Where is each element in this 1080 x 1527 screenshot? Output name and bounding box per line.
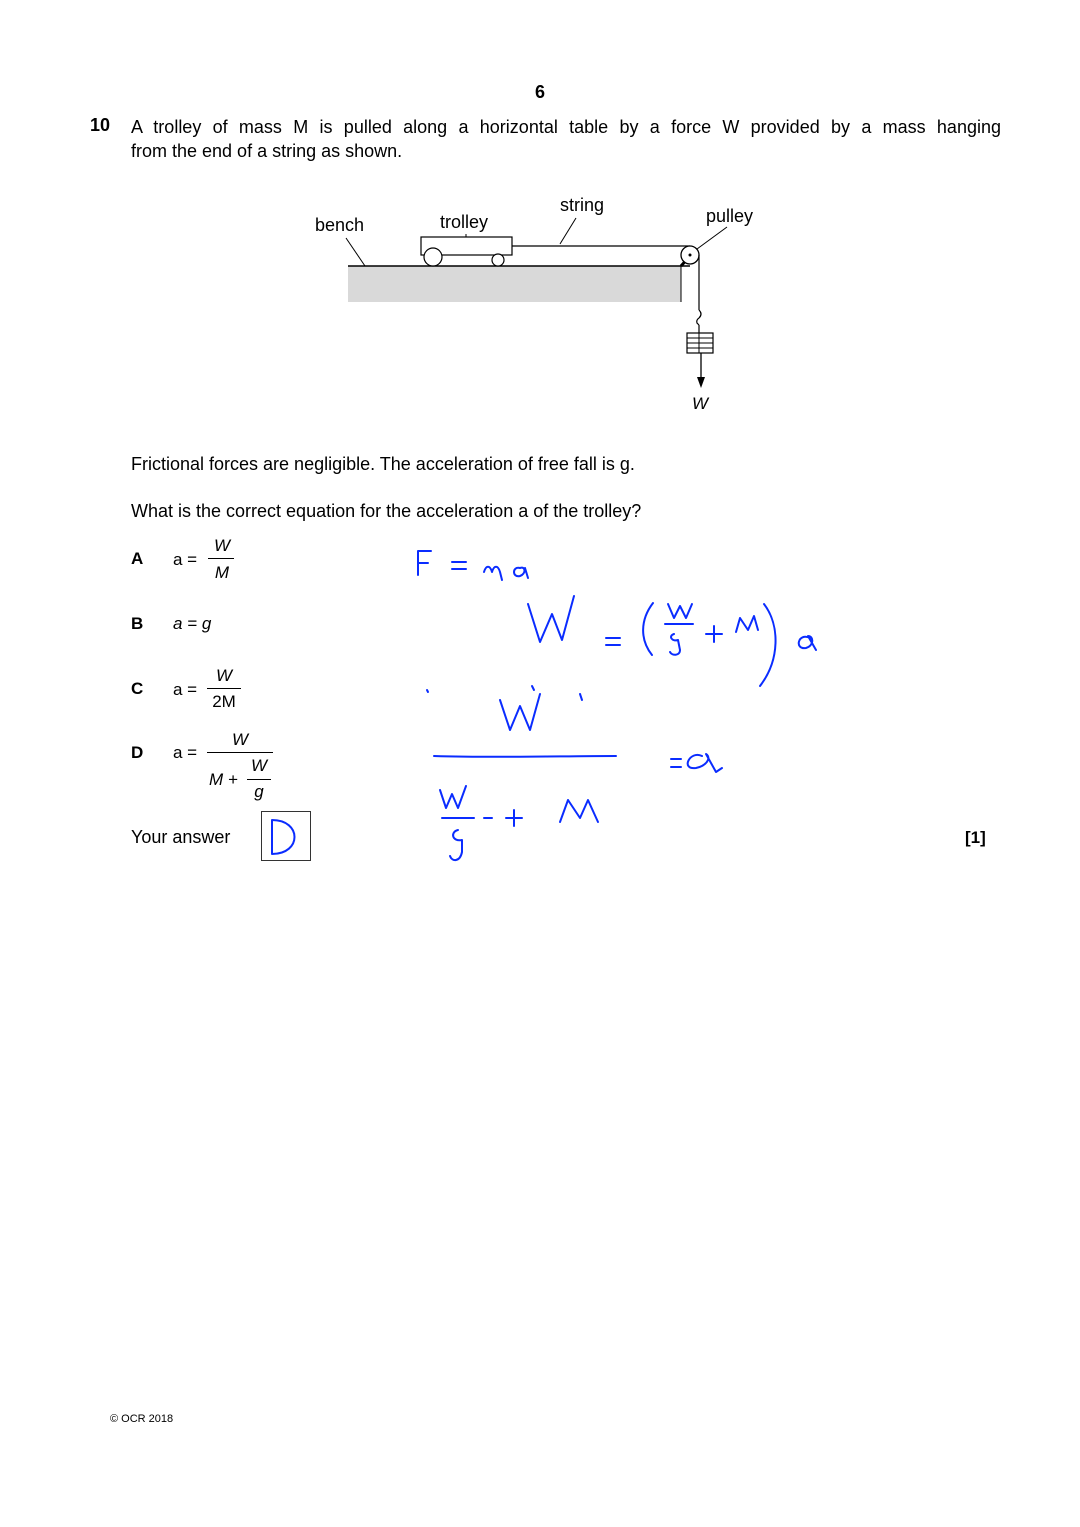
label-pulley: pulley bbox=[706, 206, 754, 226]
question-text-line-1: A trolley of mass M is pulled along a horizontal table by a force W provided by a mass hanging bbox=[131, 117, 1001, 137]
option-c-letter: C bbox=[131, 679, 144, 698]
label-string: string bbox=[560, 195, 605, 215]
option-d-inner-fraction-bar bbox=[247, 779, 271, 780]
option-a-lhs: a = bbox=[173, 550, 198, 569]
option-c-denominator: 2M bbox=[212, 692, 236, 711]
question-text-line-2: from the end of a string as shown. bbox=[131, 141, 403, 161]
pulley-axle bbox=[689, 254, 692, 257]
option-c-lhs: a = bbox=[173, 680, 198, 699]
trolley-wheel-left bbox=[424, 248, 442, 266]
copyright-footer: © OCR 2018 bbox=[110, 1413, 174, 1425]
handwritten-line-1 bbox=[418, 551, 528, 580]
question-number: 10 bbox=[90, 115, 111, 135]
trolley-pulley-diagram bbox=[0, 0, 1080, 430]
option-d-letter: D bbox=[131, 743, 144, 762]
handwritten-line-3 bbox=[434, 686, 722, 860]
option-d-fraction-bar bbox=[207, 752, 273, 753]
marks-allocation: [1] bbox=[965, 828, 986, 847]
option-a-letter: A bbox=[131, 549, 144, 568]
label-trolley: trolley bbox=[440, 212, 489, 232]
option-d-lhs: a = bbox=[173, 743, 198, 762]
option-d-inner-denominator: g bbox=[254, 782, 264, 801]
label-bench: bench bbox=[315, 215, 365, 235]
page-number: 6 bbox=[534, 82, 545, 102]
pulley-leader bbox=[697, 227, 727, 249]
option-b-expression: a = g bbox=[173, 614, 212, 633]
option-d-inner-numerator: W bbox=[250, 756, 268, 775]
bench-body bbox=[348, 266, 681, 302]
option-a-fraction-bar bbox=[208, 558, 234, 559]
your-answer-label: Your answer bbox=[131, 827, 231, 847]
answer-box[interactable] bbox=[261, 811, 311, 861]
string-leader bbox=[560, 218, 576, 244]
option-d-numerator: W bbox=[231, 730, 249, 749]
option-a-numerator: W bbox=[213, 536, 231, 555]
label-force: W bbox=[692, 394, 709, 413]
bench-leader bbox=[346, 238, 365, 266]
trolley-wheel-right bbox=[492, 254, 504, 266]
question-prompt: What is the correct equation for the acceleration a of the trolley? bbox=[131, 501, 642, 521]
hook bbox=[697, 310, 701, 325]
handwritten-answer bbox=[262, 812, 310, 860]
option-b-letter: B bbox=[131, 614, 144, 633]
option-d-denominator-prefix: M + bbox=[209, 770, 238, 789]
option-c-fraction-bar bbox=[207, 688, 241, 689]
friction-statement: Frictional forces are negligible. The acceleration of free fall is g. bbox=[131, 454, 635, 474]
option-c-numerator: W bbox=[215, 666, 233, 685]
handwritten-line-2 bbox=[528, 596, 816, 686]
option-a-denominator: M bbox=[214, 563, 230, 582]
